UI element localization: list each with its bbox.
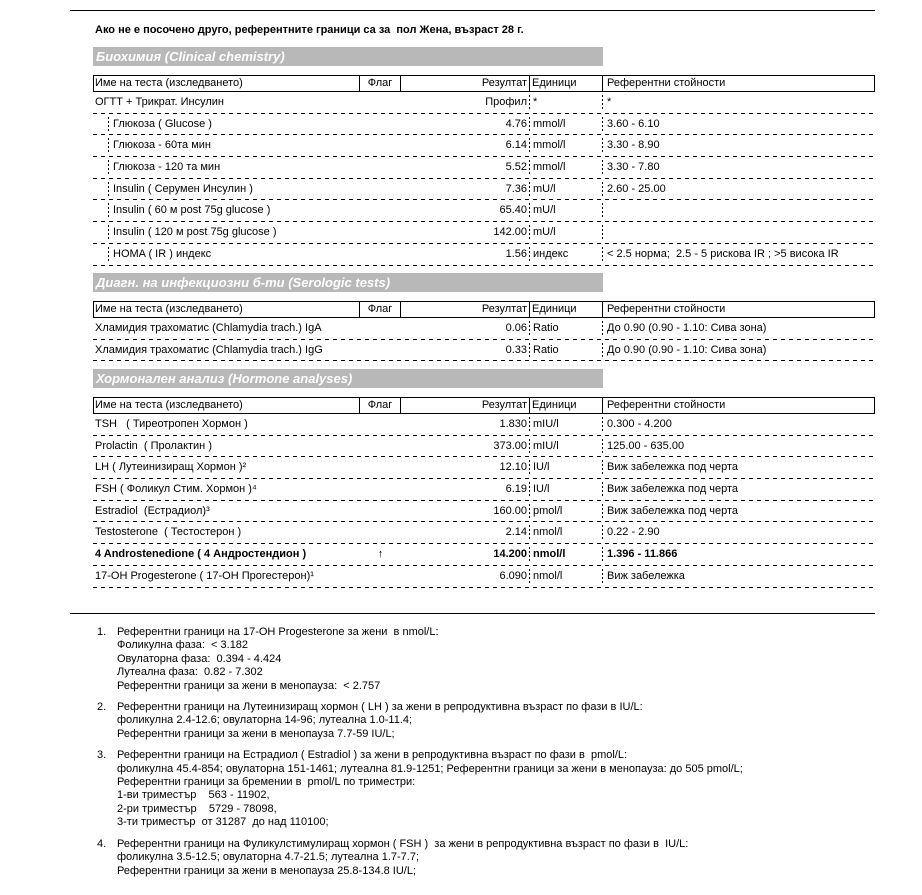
footnote-line: фоликулна 2.4-12.6; овулаторна 14-96; лутеална 1.0-11.4; bbox=[117, 714, 413, 727]
units: mmol/l bbox=[530, 114, 603, 136]
footnote-line: Лутеална фаза: 0.82 - 7.302 bbox=[117, 666, 263, 679]
result-value: 65.40 bbox=[401, 200, 530, 222]
result-value: 1.56 bbox=[401, 244, 530, 266]
reference-range: < 2.5 норма; 2.5 - 5 рискова IR ; >5 висока IR bbox=[607, 247, 839, 260]
flag-high-arrow-icon: ↑ bbox=[377, 548, 384, 561]
reference-range: Виж забележка bbox=[607, 569, 685, 582]
table-row bbox=[93, 479, 875, 501]
reference-range: 3.30 - 8.90 bbox=[607, 139, 660, 152]
footnotes-divider bbox=[70, 613, 875, 614]
flag bbox=[360, 566, 401, 588]
flag bbox=[360, 114, 401, 136]
reference-range: 0.300 - 4.200 bbox=[607, 418, 672, 430]
result-value: 0.33 bbox=[401, 340, 530, 362]
table-row bbox=[93, 457, 875, 479]
reference-range: До 0.90 (0.90 - 1.10: Сива зона) bbox=[607, 343, 767, 356]
footnote-line: фоликулна 45.4-854; овулаторна 151-1461; лутеална 81.9-1251; Референтни граници за жени в менопауза: до 505 pmol/L; bbox=[117, 762, 743, 775]
table-row bbox=[93, 436, 875, 458]
units: nmol/l bbox=[530, 566, 603, 588]
result-value: 373.00 bbox=[401, 436, 530, 458]
footnote-number: 3. bbox=[97, 749, 107, 762]
section-title: Диагн. на инфекциозни б-ти (Serologic tests) bbox=[93, 273, 603, 292]
footnote-line: Овулаторна фаза: 0.394 - 4.424 bbox=[117, 652, 282, 665]
reference-range: 1.396 - 11.866 bbox=[607, 548, 678, 561]
table-row bbox=[93, 522, 875, 544]
table-row bbox=[93, 157, 875, 179]
test-name: Хламидия трахоматис (Chlamydia trach.) IgA bbox=[95, 322, 322, 334]
result-value: 1.830 bbox=[401, 414, 530, 436]
flag bbox=[360, 318, 401, 340]
result-value: 14.200 bbox=[401, 544, 530, 566]
column-header-reference: Референтни стойности bbox=[603, 397, 875, 414]
footnote-number: 1. bbox=[97, 626, 107, 638]
table-row bbox=[93, 414, 875, 436]
footnote-line: 1-ви триместър 563 - 11902, bbox=[117, 789, 270, 802]
flag bbox=[360, 179, 401, 201]
table-row bbox=[93, 501, 875, 523]
footnote bbox=[97, 701, 887, 741]
column-header-units: Единици bbox=[530, 397, 603, 414]
section-hormone-analyses bbox=[93, 369, 875, 588]
section-clinical-chemistry bbox=[93, 47, 875, 266]
result-value: 6.19 bbox=[401, 479, 530, 501]
section-title: Хормонален анализ (Hormone analyses) bbox=[93, 369, 603, 388]
test-name: Глюкоза ( Glucose ) bbox=[93, 114, 360, 136]
units: nmol/l bbox=[530, 544, 603, 566]
footnote-line: Референтни граници на Лутеинизиращ хормон ( LH ) за жени в репродуктивна възраст по фази в IU/L: bbox=[117, 701, 643, 714]
column-header-units: Единици bbox=[530, 301, 603, 318]
reference-range: До 0.90 (0.90 - 1.10: Сива зона) bbox=[607, 322, 767, 334]
footnote-text bbox=[117, 701, 643, 741]
column-header-flag: Флаг bbox=[360, 397, 401, 414]
column-header-reference: Референтни стойности bbox=[603, 301, 875, 318]
table-row bbox=[93, 92, 875, 114]
footnote-text bbox=[117, 838, 688, 878]
test-name: Глюкоза - 60та мин bbox=[93, 135, 360, 157]
flag bbox=[360, 200, 401, 222]
units: IU/l bbox=[530, 479, 603, 501]
result-value: Профил bbox=[401, 92, 530, 114]
footnote-number: 4. bbox=[97, 837, 107, 850]
flag bbox=[360, 244, 401, 266]
flag bbox=[360, 414, 401, 436]
footnote bbox=[97, 626, 887, 693]
test-name: Insulin ( 60 м post 75g glucose ) bbox=[93, 200, 360, 222]
footnote-line: Референтни граници за бремении в pmol/L по триместри: bbox=[117, 776, 416, 789]
test-name: Testosterone ( Тестостерон ) bbox=[95, 526, 242, 539]
footnote-number: 2. bbox=[97, 701, 107, 714]
footnote-line: Референтни граници за жени в менопауза 7.7-59 IU/L; bbox=[117, 727, 395, 740]
footnote-line: Референтни граници за жени в менопауза 25.8-134.8 IU/L; bbox=[117, 864, 417, 877]
test-name: LH ( Лутеинизиращ Хормон )² bbox=[95, 461, 247, 474]
test-name: ОГТТ + Трикрат. Инсулин bbox=[95, 96, 224, 108]
column-header-units: Единици bbox=[530, 75, 603, 92]
flag bbox=[360, 479, 401, 501]
flag bbox=[360, 222, 401, 244]
footnote-line: 3-ти триместър от 31287 до над 110100; bbox=[117, 816, 329, 829]
test-name: TSH ( Тиреотропен Хормон ) bbox=[95, 418, 248, 430]
units: индекс bbox=[530, 244, 603, 266]
test-name: 17-OH Progesterone ( 17-OH Прогестерон)¹ bbox=[95, 569, 314, 582]
test-name: 4 Androstenedione ( 4 Андростендион ) bbox=[95, 548, 307, 561]
footnote-line: Фоликулна фаза: < 3.182 bbox=[117, 639, 249, 652]
column-header-result: Резултат bbox=[401, 75, 530, 92]
units: nmol/l bbox=[530, 522, 603, 544]
result-value: 142.00 bbox=[401, 222, 530, 244]
reference-range: Виж забележка под черта bbox=[607, 483, 739, 496]
column-header-test-name: Име на теста (изследването) bbox=[93, 75, 360, 92]
table-header bbox=[93, 397, 875, 414]
reference-range: 3.30 - 7.80 bbox=[607, 161, 660, 174]
test-name: Глюкоза - 120 та мин bbox=[93, 157, 360, 179]
units: mIU/l bbox=[530, 436, 603, 458]
footnote bbox=[97, 749, 887, 829]
flag bbox=[360, 135, 401, 157]
reference-range: 2.60 - 25.00 bbox=[607, 182, 666, 195]
units: pmol/l bbox=[530, 501, 603, 523]
units: mU/l bbox=[530, 179, 603, 201]
column-header-flag: Флаг bbox=[360, 75, 401, 92]
result-value: 6.14 bbox=[401, 135, 530, 157]
column-header-flag: Флаг bbox=[360, 301, 401, 318]
result-value: 6.090 bbox=[401, 566, 530, 588]
test-name: Insulin ( 120 м post 75g glucose ) bbox=[93, 222, 360, 244]
footnotes bbox=[97, 626, 887, 886]
test-name: Estradiol (Естрадиол)³ bbox=[95, 504, 210, 517]
result-value: 12.10 bbox=[401, 457, 530, 479]
footnote-text bbox=[117, 626, 439, 693]
section-serologic-tests bbox=[93, 273, 875, 361]
flag bbox=[360, 436, 401, 458]
reference-range: Виж забележка под черта bbox=[607, 504, 739, 517]
footnote-line: Референтни граници на Фуликулстимулиращ хормон ( FSH ) за жени в репродуктивна възраст по фази в IU/L: bbox=[117, 837, 689, 850]
result-value: 7.36 bbox=[401, 179, 530, 201]
result-value: 0.06 bbox=[401, 318, 530, 340]
result-value: 160.00 bbox=[401, 501, 530, 523]
test-name: FSH ( Фоликул Стим. Хормон )⁴ bbox=[95, 483, 257, 496]
table-row bbox=[93, 222, 875, 244]
result-value: 2.14 bbox=[401, 522, 530, 544]
test-name: Prolactin ( Пролактин ) bbox=[95, 439, 212, 452]
section-title: Биохимия (Clinical chemistry) bbox=[93, 47, 603, 66]
table-row bbox=[93, 200, 875, 222]
column-header-result: Резултат bbox=[401, 301, 530, 318]
footnote-line: 2-ри триместър 5729 - 78098, bbox=[117, 802, 277, 815]
footnote-line: Референтни граници на 17-OH Progesterone за жени в nmol/L: bbox=[117, 626, 439, 638]
reference-range: 3.60 - 6.10 bbox=[607, 117, 660, 130]
reference-range: Виж забележка под черта bbox=[607, 461, 739, 474]
flag bbox=[360, 157, 401, 179]
table-header bbox=[93, 75, 875, 92]
test-name: HOMA ( IR ) индекс bbox=[93, 244, 360, 266]
column-header-test-name: Име на теста (изследването) bbox=[93, 397, 360, 414]
reference-range: 125.00 - 635.00 bbox=[607, 439, 685, 452]
flag bbox=[360, 501, 401, 523]
footnote-line: фоликулна 3.5-12.5; овулаторна 4.7-21.5; лутеална 1.7-7.7; bbox=[117, 851, 420, 864]
result-value: 4.76 bbox=[401, 114, 530, 136]
units: * bbox=[530, 92, 603, 114]
footnote-text bbox=[117, 749, 743, 829]
reference-note: Ако не е посочено друго, референтните граници са за пол Жена, възраст 28 г. bbox=[95, 24, 524, 36]
result-value: 5.52 bbox=[401, 157, 530, 179]
reference-range: * bbox=[607, 96, 612, 108]
units: Ratio bbox=[530, 318, 603, 340]
footnote-line: Референтни граници на Естрадиол ( Estradiol ) за жени в репродуктивна възраст по фази в pmol/L: bbox=[117, 749, 628, 762]
table-row bbox=[93, 340, 875, 362]
flag bbox=[360, 522, 401, 544]
units: mIU/l bbox=[530, 414, 603, 436]
flag bbox=[360, 92, 401, 114]
table-row bbox=[93, 244, 875, 266]
reference-range bbox=[603, 200, 875, 222]
column-header-result: Резултат bbox=[401, 397, 530, 414]
units: IU/l bbox=[530, 457, 603, 479]
units: mU/l bbox=[530, 200, 603, 222]
table-row bbox=[93, 135, 875, 157]
table-row bbox=[93, 318, 875, 340]
test-name: Insulin ( Серумен Инсулин ) bbox=[93, 179, 360, 201]
column-header-reference: Референтни стойности bbox=[603, 75, 875, 92]
reference-range: 0.22 - 2.90 bbox=[607, 526, 660, 539]
footnote bbox=[97, 838, 887, 878]
table-row bbox=[93, 179, 875, 201]
column-header-test-name: Име на теста (изследването) bbox=[93, 301, 360, 318]
table-row bbox=[93, 114, 875, 136]
reference-range bbox=[603, 222, 875, 244]
table-row bbox=[93, 566, 875, 588]
table-header bbox=[93, 301, 875, 318]
test-name: Хламидия трахоматис (Chlamydia trach.) IgG bbox=[95, 343, 323, 356]
table-row-flagged-high bbox=[93, 544, 875, 566]
footnote-line: Референтни граници за жени в менопауза: < 2.757 bbox=[117, 679, 381, 692]
units: mmol/l bbox=[530, 135, 603, 157]
units: Ratio bbox=[530, 340, 603, 362]
units: mU/l bbox=[530, 222, 603, 244]
top-divider bbox=[70, 10, 875, 11]
flag bbox=[360, 457, 401, 479]
flag bbox=[360, 340, 401, 362]
units: mmol/l bbox=[530, 157, 603, 179]
